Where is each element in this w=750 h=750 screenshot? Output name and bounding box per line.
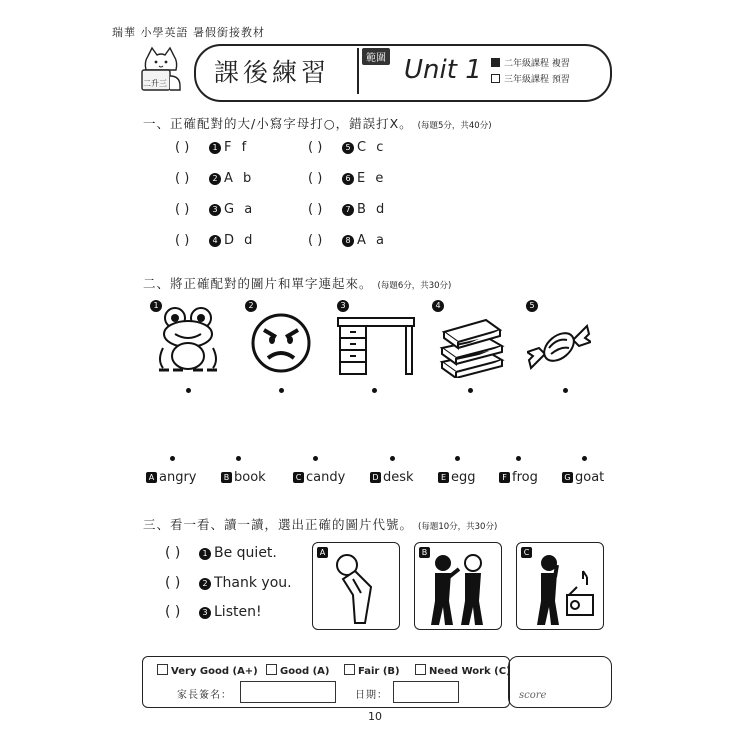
q3-item-2[interactable]: ( ) 2 Thank you. <box>165 575 292 591</box>
q1-item-2[interactable]: ( ) 2 A b <box>175 171 255 186</box>
page-number: 10 <box>368 710 382 723</box>
publisher-line: 瑞華 小學英語 暑假銜接教材 <box>112 26 265 39</box>
word-dot-d[interactable] <box>390 456 395 461</box>
listening-radio-icon <box>527 551 595 627</box>
picture-dot-2[interactable] <box>279 388 284 393</box>
title-divider <box>357 48 359 94</box>
word-option-desk: D desk <box>370 470 414 485</box>
number-badge: 1 <box>209 142 221 154</box>
word-dot-b[interactable] <box>236 456 241 461</box>
checkbox-empty-icon <box>157 664 168 675</box>
word-option-book: B book <box>221 470 266 485</box>
q1-item-1[interactable]: ( ) 1 F f <box>175 140 250 155</box>
word-option-candy: C candy <box>293 470 345 485</box>
picture-panel-b: B <box>414 542 502 630</box>
picture-number-3: 3 <box>337 300 349 312</box>
checkbox-empty-icon <box>344 664 355 675</box>
parent-sign-label: 家長簽名： <box>177 690 232 701</box>
word-dot-f[interactable] <box>516 456 521 461</box>
unit-title: Unit 1 <box>404 55 482 85</box>
word-dot-g[interactable] <box>582 456 587 461</box>
picture-panel-c: C <box>516 542 604 630</box>
picture-number-4: 4 <box>432 300 444 312</box>
section1-heading: 一、正確配對的大/小寫字母打○，錯誤打X。 (每題5分，共40分) <box>143 116 492 131</box>
cat-label: 二升三 <box>143 79 167 88</box>
word-option-goat: G goat <box>562 470 604 485</box>
checkbox-empty-icon[interactable] <box>491 74 500 83</box>
picture-dot-1[interactable] <box>186 388 191 393</box>
bowing-person-icon <box>331 551 383 627</box>
q1-item-4[interactable]: ( ) 4 D d <box>175 233 256 248</box>
scope-badge: 範圍 <box>362 48 390 65</box>
number-badge: 1 <box>199 548 211 560</box>
word-dot-c[interactable] <box>313 456 318 461</box>
course-title: 課後練習 <box>214 58 331 87</box>
rating-need-work[interactable]: Need Work (C) <box>415 664 511 677</box>
shushing-people-icon <box>425 551 493 627</box>
checkbox-empty-icon <box>266 664 277 675</box>
number-badge: 3 <box>209 204 221 216</box>
number-badge: 3 <box>199 607 211 619</box>
word-option-frog: F frog <box>499 470 538 485</box>
picture-number-5: 5 <box>526 300 538 312</box>
desk-icon <box>336 316 416 376</box>
q1-item-3[interactable]: ( ) 3 G a <box>175 202 256 217</box>
q1-item-7[interactable]: ( ) 7 B d <box>308 202 388 217</box>
number-badge: 2 <box>209 173 221 185</box>
q1-item-8[interactable]: ( ) 8 A a <box>308 233 387 248</box>
rating-fair[interactable]: Fair (B) <box>344 664 400 677</box>
number-badge: 7 <box>342 204 354 216</box>
date-field[interactable] <box>393 681 459 703</box>
date-label: 日期： <box>355 690 388 701</box>
books-icon <box>436 312 506 378</box>
q3-item-1[interactable]: ( ) 1 Be quiet. <box>165 545 277 561</box>
word-dot-a[interactable] <box>170 456 175 461</box>
score-label: score <box>519 690 547 701</box>
word-option-angry: A angry <box>146 470 197 485</box>
word-dot-e[interactable] <box>455 456 460 461</box>
option-review[interactable]: 二年級課程 複習 <box>491 56 570 69</box>
angry-face-icon <box>248 312 314 374</box>
number-badge: 2 <box>199 578 211 590</box>
word-option-egg: E egg <box>438 470 476 485</box>
checkbox-filled-icon[interactable] <box>491 58 500 67</box>
parent-sign-field[interactable] <box>240 681 336 703</box>
picture-dot-4[interactable] <box>468 388 473 393</box>
number-badge: 6 <box>342 173 354 185</box>
rating-very-good[interactable]: Very Good (A+) <box>157 664 258 677</box>
q3-item-3[interactable]: ( ) 3 Listen! <box>165 604 262 620</box>
option-preview[interactable]: 三年級課程 預習 <box>491 72 570 85</box>
candy-icon <box>527 318 591 376</box>
q1-item-5[interactable]: ( ) 5 C c <box>308 140 387 155</box>
picture-dot-3[interactable] <box>372 388 377 393</box>
section3-heading: 三、看一看、讀一讀，選出正確的圖片代號。 (每題10分，共30分) <box>143 517 498 532</box>
q1-item-6[interactable]: ( ) 6 E e <box>308 171 387 186</box>
number-badge: 8 <box>342 235 354 247</box>
picture-number-2: 2 <box>245 300 257 312</box>
number-badge: 5 <box>342 142 354 154</box>
picture-dot-5[interactable] <box>563 388 568 393</box>
picture-panel-a: A <box>312 542 400 630</box>
section2-heading: 二、將正確配對的圖片和單字連起來。 (每題6分，共30分) <box>143 276 452 291</box>
number-badge: 4 <box>209 235 221 247</box>
rating-good[interactable]: Good (A) <box>266 664 329 677</box>
picture-number-1: 1 <box>150 300 162 312</box>
checkbox-empty-icon <box>415 664 426 675</box>
frog-icon <box>155 304 221 376</box>
